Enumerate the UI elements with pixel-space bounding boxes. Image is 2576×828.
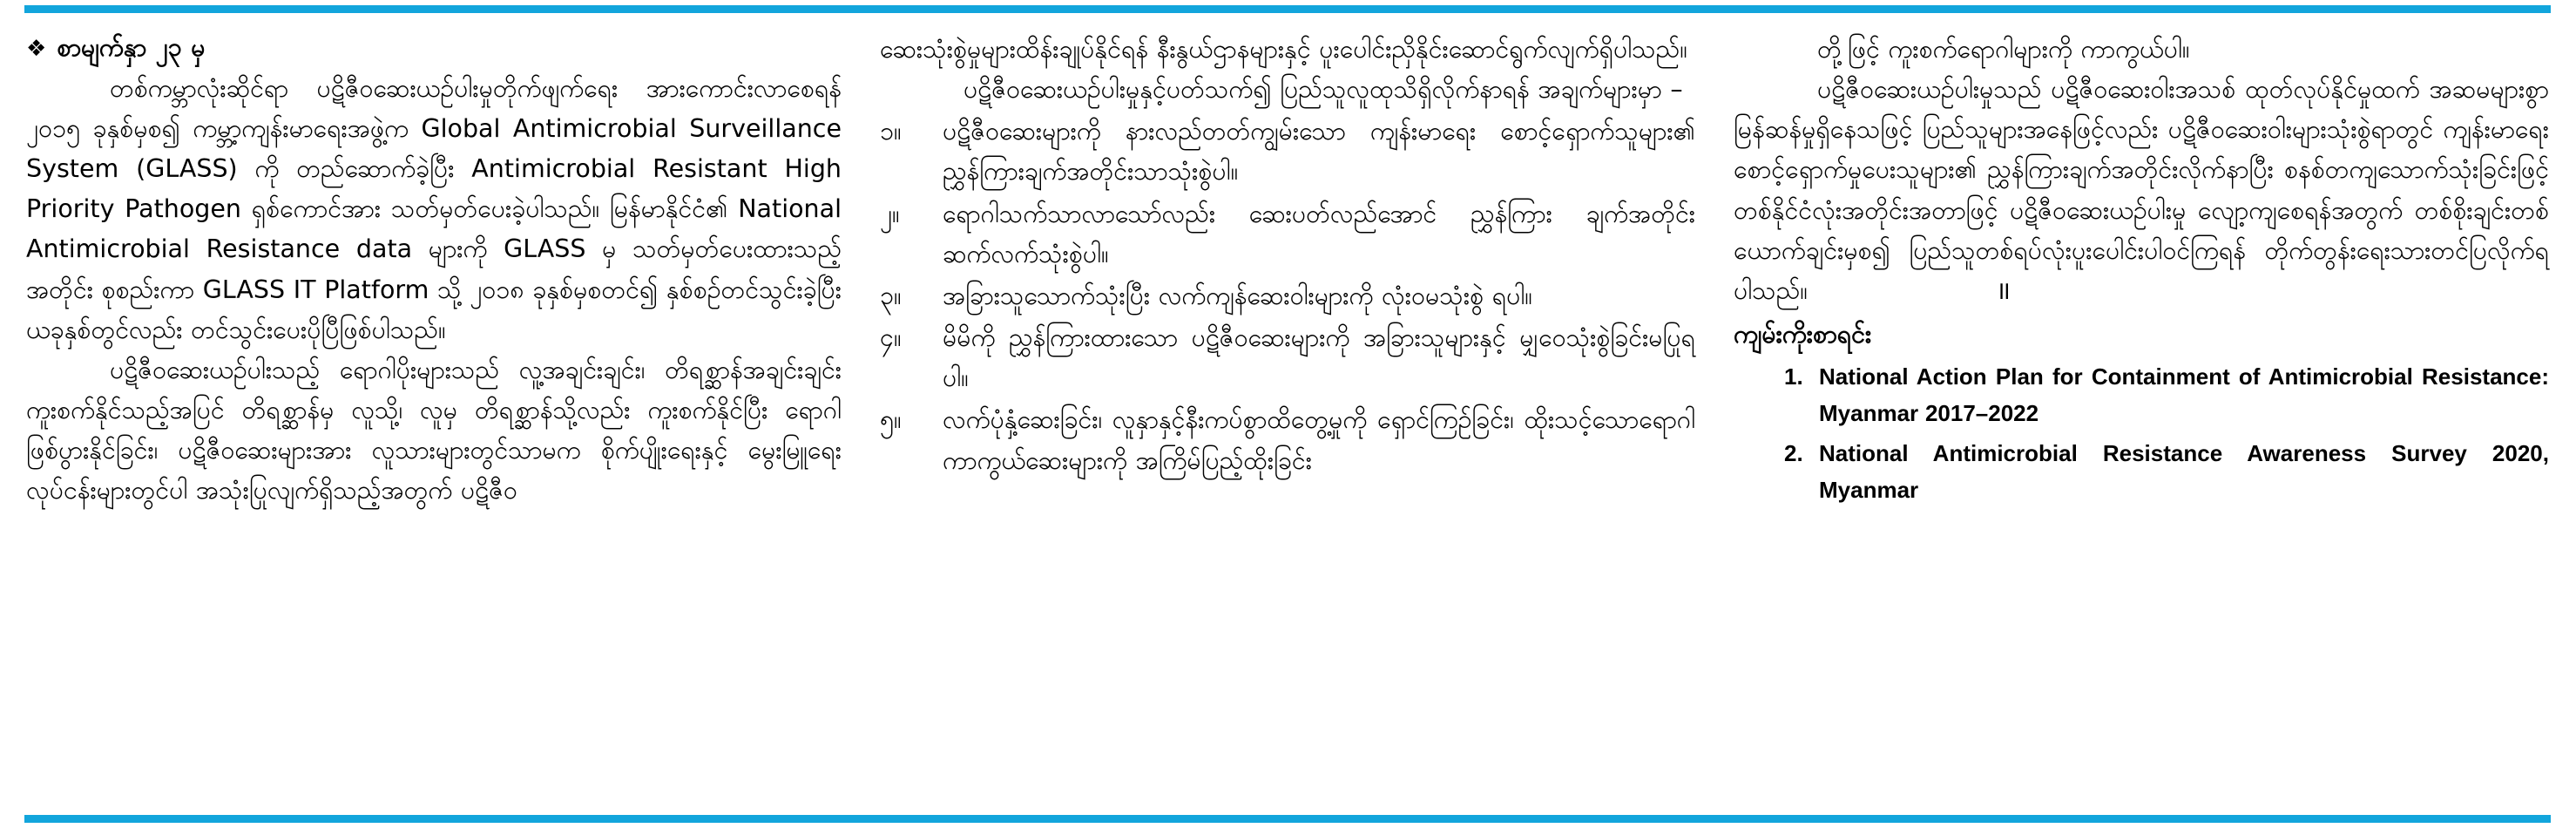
- references-list: [1734, 358, 2549, 508]
- reference-number: 2.: [1784, 439, 1803, 466]
- continuation-heading-label: စာမျက်နှာ ၂၃ မှ: [57, 33, 206, 62]
- continuation-heading: [26, 30, 842, 67]
- paragraph-with-end-mark: [1734, 70, 2549, 311]
- guidance-numbered-list: [880, 112, 1695, 480]
- list-item-number: ၂။: [880, 199, 900, 228]
- list-item-number: ၃။: [880, 281, 902, 310]
- reference-item: [1734, 358, 2549, 431]
- list-item: [880, 194, 1695, 275]
- paragraph-text: ပဋိဇီဝဆေးယဉ်ပါးမှုသည် ပဋိဇီဝဆေးဝါးအသစ် ထုတ်လုပ်နိုင်မှုထက် အဆမများစွာ မြန်ဆန်မှုရှိနေသဖြင့် ပြည်သူများအနေဖြင့်လည်း ပဋိဇီဝဆေးဝါးများသုံးစွဲရာတွင် ကျန်းမာရေးစောင့်ရှောက်မှုပေးသူများ၏ ညွှန်ကြားချက်အတိုင်းလိုက်နာပြီး စနစ်တကျသောက်သုံးခြင်းဖြင့် တစ်နိုင်ငံလုံးအတိုင်းအတာဖြင့် ပဋိဇီဝဆေးယဉ်ပါးမှု လျော့ကျစေရန်အတွက် တစ်စိုးချင်းတစ်ယောက်ချင်းမှစ၍ ပြည်သူတစ်ရပ်လုံးပူးပေါင်းပါဝင်ကြရန် တိုက်တွန်းရေးသားတင်ပြလိုက်ရပါသည်။: [1734, 75, 2549, 305]
- top-divider-rule: [24, 5, 2551, 13]
- list-item: [880, 400, 1695, 480]
- reference-number: 1.: [1784, 363, 1803, 390]
- list-item-text: လက်ပုံနှံ့ဆေးခြင်း၊ လူနှာနှင့်နီးကပ်စွာထိတွေ့မှုကို ရှောင်ကြဉ်ခြင်း၊ ထိုးသင့်သောရောဂါကာကွယ်ဆေးများကို အကြိမ်ပြည့်ထိုးခြင်း: [943, 405, 1695, 475]
- paragraph: တစ်ကမ္ဘာလုံးဆိုင်ရာ ပဋိဇီဝဆေးယဉ်ပါးမှုတိုက်ဖျက်ရေး အားကောင်းလာစေရန် ၂၀၁၅ ခုနှစ်မှစ၍ ကမ္ဘာ့ကျန်းမာရေးအဖွဲ့က Global Antimicrobial Surveillance System (GLASS) ကို တည်ဆောက်ခဲ့ပြီး Antimicrobial Resistant High Priority Pathogen ရှစ်ကောင်အား သတ်မှတ်ပေးခဲ့ပါသည်။ မြန်မာနိုင်ငံ၏ National Antimicrobial Resistance data များကို GLASS မှ သတ်မှတ်ပေးထားသည့်အတိုင်း စုစည်းကာ GLASS IT Platform သို့ ၂၀၁၈ ခုနှစ်မှစတင်၍ နှစ်စဉ်တင်သွင်းခဲ့ပြီး ယခုနှစ်တွင်လည်း တင်သွင်းပေးပိုပြီဖြစ်ပါသည်။: [26, 73, 842, 344]
- reference-text: National Action Plan for Containment of Antimicrobial Resistance: Myanmar 2017–2022: [1819, 363, 2549, 426]
- list-item-number: ၁။: [880, 117, 902, 146]
- bottom-divider-rule: [24, 815, 2551, 823]
- reference-item: [1734, 435, 2549, 508]
- list-item-text: ပဋိဇီဝဆေးများကို နားလည်တတ်ကျွမ်းသော ကျန်းမာရေး စောင့်ရှောက်သူများ၏ ညွှန်ကြားချက်အတိုင်းသာသုံးစွဲပါ။: [943, 117, 1695, 187]
- list-item: [880, 112, 1695, 192]
- three-column-layout: [26, 30, 2551, 797]
- end-mark: ॥: [1995, 275, 2011, 305]
- list-item-text: ရောဂါသက်သာလာသော်လည်း ဆေးပတ်လည်အောင် ညွှန်ကြား ချက်အတိုင်းဆက်လက်သုံးစွဲပါ။: [943, 199, 1695, 268]
- reference-text: National Antimicrobial Resistance Awareness Survey 2020, Myanmar: [1819, 439, 2549, 504]
- paragraph: ပဋိဇီဝဆေးယဉ်ပါးမှုနှင့်ပတ်သက်၍ ပြည်သူလူထုသိရှိလိုက်နာရန် အချက်များမှာ –: [963, 75, 1683, 105]
- list-item-text: မိမိကို ညွှန်ကြားထားသော ပဋိဇီဝဆေးများကို အခြားသူများနှင့် မျှဝေသုံးစွဲခြင်းမပြုရပါ။: [943, 323, 1695, 393]
- paragraph: ဆေးသုံးစွဲမှုများထိန်းချုပ်နိုင်ရန် နီးနွယ်ဌာနများနှင့် ပူးပေါင်းညှိနိုင်းဆောင်ရွက်လျက်ရှိပါသည်။: [880, 35, 1687, 64]
- list-item: [880, 318, 1695, 398]
- paragraph: တို့ဖြင့် ကူးစက်ရောဂါများကို ကာကွယ်ပါ။: [1817, 35, 2190, 64]
- column-two: [880, 30, 1695, 797]
- column-three: [1734, 30, 2549, 797]
- paragraph: ပဋိဇီဝဆေးယဉ်ပါးသည့် ရောဂါပိုးများသည် လူ့အချင်းချင်း၊ တိရစ္ဆာန်အချင်းချင်း ကူးစက်နိုင်သည့်အပြင် တိရစ္ဆာန်မှ လူသို့၊ လူမှ တိရစ္ဆာန်သို့လည်း ကူးစက်နိုင်ပြီး ရောဂါဖြစ်ပွားနိုင်ခြင်း၊ ပဋိဇီဝဆေးများအား လူသားများတွင်သာမက စိုက်ပျိုးရေးနှင့် မွေးမြူရေးလုပ်ငန်းများတွင်ပါ အသုံးပြုလျက်ရှိသည့်အတွက် ပဋိဇီဝ: [26, 355, 842, 506]
- references-heading: ကျမ်းကိုးစာရင်း: [1734, 320, 1872, 350]
- list-item: [880, 276, 1695, 316]
- list-item-number: ၅။: [880, 405, 902, 435]
- list-item-text: အခြားသူသောက်သုံးပြီး လက်ကျန်ဆေးဝါးများကို လုံးဝမသုံးစွဲ ရပါ။: [943, 281, 1532, 310]
- column-one: [26, 30, 842, 797]
- diamond-bullet-icon: ❖: [26, 36, 47, 62]
- list-item-number: ၄။: [880, 323, 902, 353]
